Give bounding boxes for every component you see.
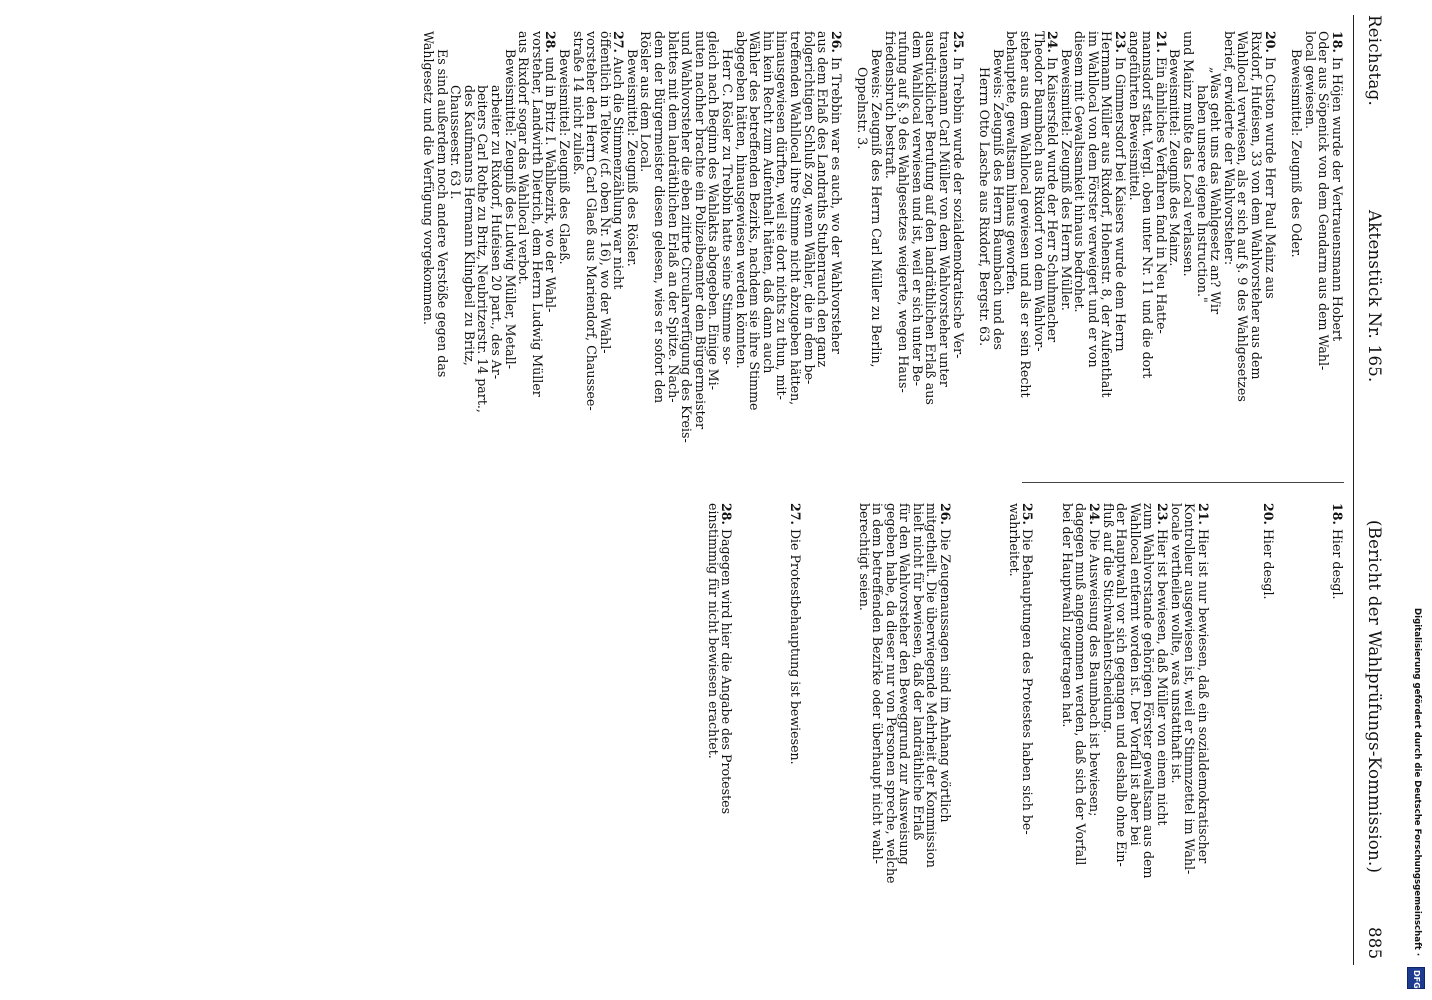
section-24: 24. In Kaisersfeld wurde der Herr Schuhmacher Theodor Baumbach aus Rixdorf von dem Wahlvor- steher aus dem Wahllocal gewiesen und als er sein Recht behauptete, gewaltsam hinaus geworfen. Beweis: Zeugniß des Herrn Baumbach und des Herrn Otto Lasche aus Rixdorf, Bergstr. 63.: [977, 31, 1061, 398]
page-number: 885: [1365, 927, 1384, 960]
section-number: 20.: [1262, 31, 1278, 53]
header-left: Reichstag.: [1365, 15, 1384, 107]
header-rule: [1353, 15, 1354, 965]
remark-28: 28. Dagegen wird hier die Angabe des Protestes einstimmig für nicht bewiesen erachtet.: [705, 503, 735, 815]
column-divider: [1022, 482, 1344, 483]
remark-18: 18. Hier desgl.: [1330, 503, 1345, 600]
remark-25: 25. Die Behauptungen des Protestes haben sich be- wahrheitet.: [1006, 503, 1036, 835]
dfg-logo-icon: DFG: [1403, 967, 1427, 989]
left-column: [421, 15, 1344, 479]
remark-27: 27. Die Protestbehauptung ist bewiesen.: [787, 503, 803, 765]
right-column: [706, 487, 1344, 952]
section-number: 28.: [543, 31, 559, 53]
remark-21: 21. Hier ist nur bewiesen, daß ein sozialdemokratischer Kontrolleur ausgewiesen ist, weil er Stimmzettel im Wahl- locale vertheilen wollte, was unstatthaft ist.: [1168, 503, 1211, 875]
section-20: 20. In Custon wurde Herr Paul Mainz aus Rixdorf, Hufeisen, 33 von dem Wahlvorsteher aus dem Wahllocal verwiesen, als er sich auf §. 9 des Wahlgesetzes berief, erwiderte der Wahlvorsteher: „Was geht uns das Wahlgesetz an? Wir haben unsere eigene Instruction." und Mainz mußte das Local verlassen. Beweismittel: Zeugniß des Mainz.: [1167, 31, 1278, 402]
page-header: [1358, 15, 1388, 965]
section-number: 21.: [1153, 31, 1169, 53]
section-28: 28. und in Britz I. Wahlbezirk, wo der Wahl- vorsteher, Landwirth Dietrich, dem Herrn Ludwig Müller aus Rixdorf sogar das Wahllocal verbot. Beweismittel: Zeugniß des Ludwig Müller, Metall- arbeiter zu Rixdorf, Hufeisen 20 part., des Ar- beiters Carl Rothe zu Britz, Neubritzerstr. 14 part., des Kaufmanns Hermann Klingbeil zu Britz, Chausseestr. 63 I. Es sind außerdem noch andere Verstöße gegen das Wahlgesetz und die Verfügung vorgekommen.: [421, 31, 559, 413]
section-26: 26. In Trebbin war es auch, wo der Wahlvorsteher aus dem Erlaß des Landraths Stubenrauch den ganz folgerichtigen Schluß zog, wenn Wähler, die in dem be- treffenden Wahllocal ihre Stimme nicht abzugeben hätten, hinausgewiesen dürften, weil sie dort nichts zu thun, mit- hin kein Recht zum Aufenthalt hätten, daß dann auch Wähler des betreffenden Bezirks, nachdem sie ihre Stimme abgegeben hätten, hinausgewiesen werden könnten. Herr C. Rösler zu Trebbin hatte seine Stimme so- gleich nach Beginn des Wahlakts abgegeben. Einige Mi- nuten nachher brachte ein Polizeibeamter dem Bürgermeister und Wahlvorsteher die eben zitirte Circularverfügung des Kreis- blattes mit dem landräthlichen Erlaß an der Spitze. Nach- dem der Bürgermeister diesen gelesen, wies er sofort den Rösler aus dem Local. Beweismittel: Zeugniß des Rösler.: [624, 31, 844, 443]
section-number: 24.: [1045, 31, 1061, 53]
header-right: (Bericht der Wahlprüfungs-Kommission.): [1365, 520, 1384, 874]
section-number: 27.: [611, 31, 627, 53]
remark-23: 23. Hier ist bewiesen, daß Müller von einem nicht zum Wahlvorstande gehörigen Förster gewaltsam aus dem Wahllocal entfernt worden ist. Der Vorfall ist aber bei der Hauptwahl vor sich gegangen und deshalb ohne Ein- fluß auf die Stichwahlentscheidung.: [1100, 503, 1171, 879]
section-25: 25. In Trebbin wurde der sozialdemokratische Ver- trauensmann Carl Müller von dem Wahlvorsteher unter ausdrücklicher Berufung auf den landräthlichen Erlaß aus dem Wahllocal verwiesen und ist, weil er sich unter Be- rufung auf §. 9 des Wahlgesetzes weigerte, wegen Haus- friedensbruch bestraft. Beweis: Zeugniß des Herrn Carl Müller zu Berlin, Oppelnstr. 3.: [855, 31, 966, 405]
digitization-credit: [1400, 605, 1430, 1000]
section-number: 26.: [828, 31, 844, 53]
section-27: 27. Auch die Stimmenzählung war nicht öffentlich in Teltow (cf. oben Nr. 16), wo der Wahl- vorsteher den Herrn Carl Glaeß aus Mariendorf, Chaussee- straße 14 nicht zuließ. Beweismittel: Zeugniß des Glaeß.: [556, 31, 627, 411]
section-18: 18. In Höjen wurde der Vertrauensmann Hobert Oder aus Söpenick von dem Gendarm aus dem Wahl- local gewiesen. Beweismittel: Zeugniß des Oder.: [1289, 31, 1345, 371]
section-21: 21. Ein ähnliches Verfahren fand in Neu Hatte- mannsdorf statt. Vergl. oben unter Nr. 11 und die dort angeführten Beweismittel.: [1126, 31, 1169, 379]
remark-26: 26. Die Zeugenaussagen sind im Anhang wörtlich mitgetheilt. Die überwiegende Mehrheit der Kommission hielt nicht für bewiesen, daß der landräthliche Erlaß für den Wahlvorsteher den Beweggrund zur Ausweisung gegeben habe, da dieser nur von Personen spreche, welche in dem betreffenden Bezirke oder überhaupt nicht wahl- berechtigt seien.: [856, 503, 954, 884]
section-number: 23.: [1113, 31, 1129, 53]
section-23: 23. In Gimmersdorf bei Kaisers wurde dem Herrn Hermann Müller aus Rixdorf, Hohenstr. 8, der Aufenthalt im Wahllocal von dem Förster verweigert und er von diesem mit Gewaltsamkeit hinaus bedrohet. Beweismittel: Zeugniß des Herrn Müller.: [1058, 31, 1129, 398]
rotated-page: [88, 15, 1388, 965]
section-number: 18.: [1330, 31, 1345, 53]
header-center: Aktenstück Nr. 165.: [1365, 210, 1384, 383]
credit-text: Digitalisierung gefördert durch die Deutsche Forschungsgemeinschaft ·: [1412, 608, 1422, 957]
section-number: 25.: [950, 31, 966, 53]
remark-20: 20. Hier desgl.: [1261, 503, 1277, 600]
remark-24: 24. Die Ausweisung des Baumbach ist bewiesen; dagegen muß angenommen werden, daß sich der Vorfall bei der Hauptwahl zugetragen hat.: [1059, 503, 1103, 866]
